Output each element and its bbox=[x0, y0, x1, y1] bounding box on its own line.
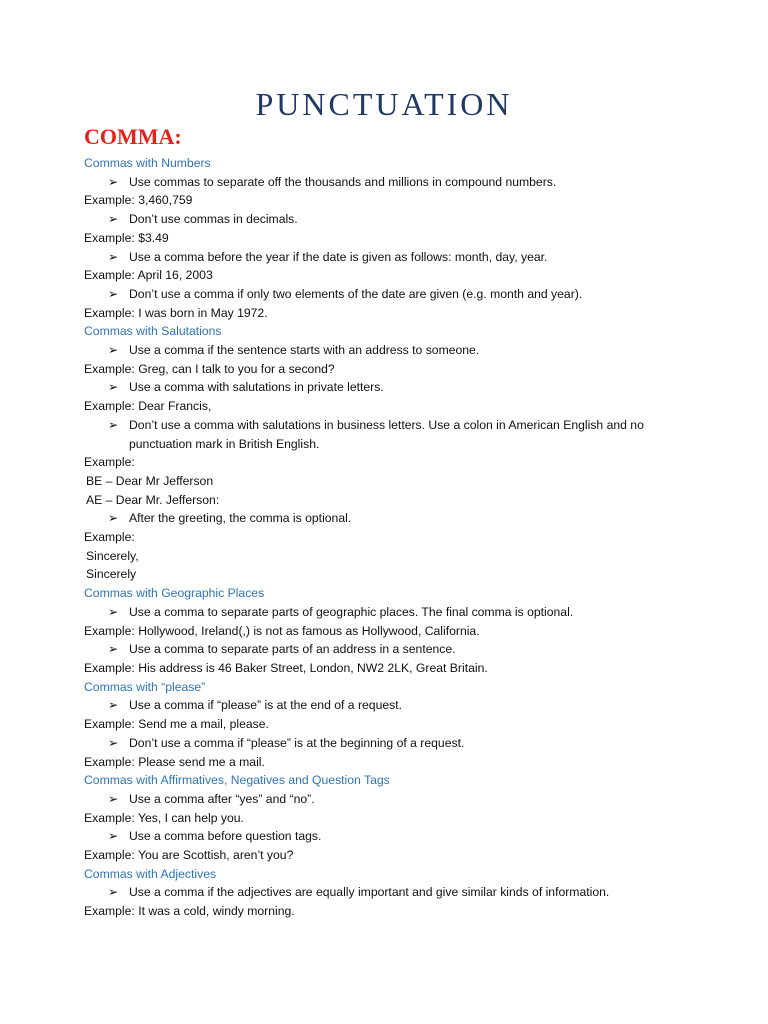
bullet-text: Use a comma to separate parts of geographic places. The final comma is optional. bbox=[129, 604, 574, 619]
example-line: Example: Please send me a mail. bbox=[84, 754, 265, 769]
arrow-bullet-icon: ➢ bbox=[108, 343, 119, 358]
arrow-bullet-icon: ➢ bbox=[108, 735, 119, 750]
bullet-text: Use a comma before question tags. bbox=[129, 829, 322, 844]
example-line: Example: I was born in May 1972. bbox=[84, 305, 268, 320]
bullet-item bbox=[84, 509, 704, 528]
bullet-item bbox=[84, 696, 704, 715]
bullet-item bbox=[84, 173, 704, 192]
example-line: Sincerely bbox=[86, 567, 137, 582]
arrow-bullet-icon: ➢ bbox=[108, 829, 119, 844]
arrow-bullet-icon: ➢ bbox=[108, 174, 119, 189]
subsection-heading: Commas with Numbers bbox=[84, 156, 211, 170]
subsection-heading: Commas with “please” bbox=[84, 679, 206, 694]
bullet-text: Don’t use a comma if “please” is at the beginning of a request. bbox=[129, 735, 465, 750]
bullet-text: Use a comma with salutations in private letters. bbox=[129, 380, 384, 395]
document-body bbox=[84, 154, 704, 921]
bullet-text: Use a comma before the year if the date is given as follows: month, day, year. bbox=[129, 249, 548, 264]
example-line: Example: It was a cold, windy morning. bbox=[84, 904, 295, 919]
bullet-text: Don’t use a comma with salutations in business letters. Use a colon in American English and no punctuation mark in British English. bbox=[129, 417, 644, 451]
example-line: Example: Send me a mail, please. bbox=[84, 717, 269, 732]
page-title: PUNCTUATION bbox=[255, 86, 513, 122]
bullet-item bbox=[84, 378, 704, 397]
arrow-bullet-icon: ➢ bbox=[108, 511, 119, 526]
subsection-heading: Commas with Geographic Places bbox=[84, 586, 265, 601]
bullet-text: Use a comma after “yes” and “no”. bbox=[129, 791, 315, 806]
example-line: Example: Dear Francis, bbox=[84, 399, 212, 414]
arrow-bullet-icon: ➢ bbox=[108, 417, 119, 432]
example-line: AE – Dear Mr. Jefferson: bbox=[86, 492, 220, 507]
bullet-item bbox=[84, 790, 704, 809]
subsection-heading: Commas with Salutations bbox=[84, 324, 222, 339]
bullet-item bbox=[84, 416, 704, 453]
bullet-item bbox=[84, 640, 704, 659]
bullet-text: Use a comma if “please” is at the end of a request. bbox=[129, 698, 402, 713]
bullet-item bbox=[84, 827, 704, 846]
bullet-text: Use a comma if the sentence starts with an address to someone. bbox=[129, 343, 480, 358]
example-line: Example: Yes, I can help you. bbox=[84, 810, 244, 825]
arrow-bullet-icon: ➢ bbox=[108, 885, 119, 900]
bullet-item bbox=[84, 210, 704, 229]
subsection-heading: Commas with Affirmatives, Negatives and Question Tags bbox=[84, 773, 390, 788]
arrow-bullet-icon: ➢ bbox=[108, 642, 119, 657]
bullet-text: Don’t use a comma if only two elements of the date are given (e.g. month and year). bbox=[129, 286, 583, 301]
bullet-text: Use commas to separate off the thousands and millions in compound numbers. bbox=[129, 174, 557, 189]
arrow-bullet-icon: ➢ bbox=[108, 791, 119, 806]
example-line: Example: bbox=[84, 530, 135, 545]
example-line: Example: You are Scottish, aren’t you? bbox=[84, 848, 294, 863]
bullet-text: Use a comma to separate parts of an address in a sentence. bbox=[129, 642, 456, 657]
section-title: COMMA: bbox=[84, 124, 182, 149]
example-line: BE – Dear Mr Jefferson bbox=[86, 473, 214, 488]
bullet-item bbox=[84, 248, 704, 267]
bullet-item bbox=[84, 341, 704, 360]
example-line: Example: Hollywood, Ireland(,) is not as famous as Hollywood, California. bbox=[84, 623, 480, 638]
bullet-text: Don’t use commas in decimals. bbox=[129, 212, 298, 227]
arrow-bullet-icon: ➢ bbox=[108, 698, 119, 713]
example-line: Example: 3,460,759 bbox=[84, 193, 193, 208]
example-line: Example: April 16, 2003 bbox=[84, 268, 213, 283]
bullet-item bbox=[84, 883, 704, 902]
bullet-item bbox=[84, 285, 704, 304]
arrow-bullet-icon: ➢ bbox=[108, 249, 119, 264]
arrow-bullet-icon: ➢ bbox=[108, 212, 119, 227]
example-line: Example: $3.49 bbox=[84, 230, 169, 245]
bullet-text: After the greeting, the comma is optional. bbox=[129, 511, 352, 526]
example-line: Example: Greg, can I talk to you for a second? bbox=[84, 361, 335, 376]
arrow-bullet-icon: ➢ bbox=[108, 380, 119, 395]
bullet-item bbox=[84, 603, 704, 622]
arrow-bullet-icon: ➢ bbox=[108, 604, 119, 619]
example-line: Example: His address is 46 Baker Street, London, NW2 2LK, Great Britain. bbox=[84, 660, 488, 675]
example-line: Example: bbox=[84, 455, 135, 470]
subsection-heading: Commas with Adjectives bbox=[84, 866, 217, 881]
bullet-item bbox=[84, 734, 704, 753]
example-line: Sincerely, bbox=[86, 548, 139, 563]
arrow-bullet-icon: ➢ bbox=[108, 286, 119, 301]
bullet-text: Use a comma if the adjectives are equally important and give similar kinds of information. bbox=[129, 885, 610, 900]
